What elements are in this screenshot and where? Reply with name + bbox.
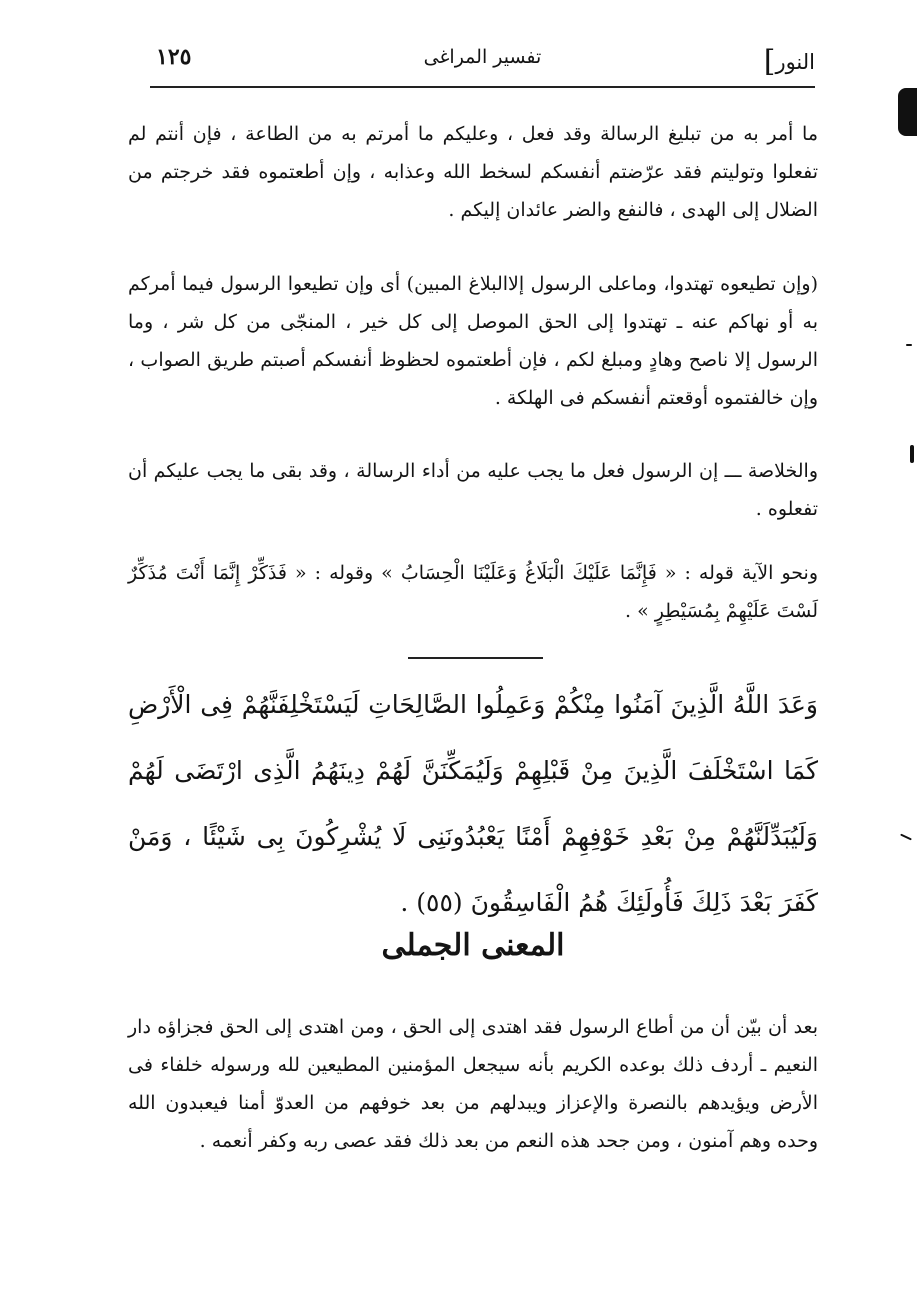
paragraph-summary [128, 452, 818, 528]
running-header [150, 40, 815, 84]
surah-label: النور [775, 50, 815, 74]
section-heading: المعنى الجملى [381, 928, 565, 963]
scan-edge-mark [910, 445, 914, 463]
verse-separator-rule [408, 657, 543, 659]
paragraph-similar-verses [128, 554, 818, 630]
paragraph-text: ونحو الآية قوله : « فَإِنَّمَا عَلَيْكَ الْبَلَاغُ وَعَلَيْنَا الْحِسَابُ » وقوله : « فَذَكِّرْ إِنَّمَا أَنْتَ مُذَكِّرٌ لَسْتَ عَلَيْهِمْ بِمُسَيْطِرٍ » . [128, 562, 818, 622]
paragraph-2 [128, 265, 818, 417]
paragraph-general-meaning [128, 1008, 818, 1160]
paragraph-text: بعد أن بيّن أن من أطاع الرسول فقد اهتدى إلى الحق ، ومن اهتدى إلى الحق فجزاؤه دار النعيم ـ أردف ذلك بوعده الكريم بأنه سيجعل المؤمنين المطيعين لله ورسوله خلفاء فى الأرض ويؤيدهم بالنصرة والإعزاز ويبدلهم من بعد خوفهم من العدوّ أمنا فيعبدون الله وحده وهم آمنون ، ومن جحد هذه النعم من بعد ذلك فقد عصى ربه وكفر أنعمه . [128, 1016, 818, 1152]
paragraph-text: والخلاصة ـــ إن الرسول فعل ما يجب عليه من أداء الرسالة ، وقد بقى ما يجب عليكم أن تفعلوه . [128, 460, 818, 520]
quran-verse: وَعَدَ اللَّهُ الَّذِينَ آمَنُوا مِنْكُمْ وَعَمِلُوا الصَّالِحَاتِ لَيَسْتَخْلِفَنَّهُمْ فِى الْأَرْضِ كَمَا اسْتَخْلَفَ الَّذِينَ مِنْ قَبْلِهِمْ وَلَيُمَكِّنَنَّ لَهُمْ دِينَهُمُ الَّذِى ارْتَضَى لَهُمْ وَلَيُبَدِّلَنَّهُمْ مِنْ بَعْدِ خَوْفِهِمْ أَمْنًا يَعْبُدُونَنِى لَا يُشْرِكُونَ بِى شَيْئًا ، وَمَنْ كَفَرَ بَعْدَ ذَلِكَ فَأُولَئِكَ هُمُ الْفَاسِقُونَ (٥٥) . [128, 690, 818, 917]
paragraph-1 [128, 115, 818, 229]
scan-edge-mark [898, 88, 917, 136]
scan-speck [906, 344, 912, 346]
header-bracket: ] [763, 44, 776, 79]
scan-speck [900, 834, 912, 841]
page-number: ١٢٥ [156, 44, 192, 70]
paragraph-text: (وإن تطيعوه تهتدوا، وماعلى الرسول إلاالبلاغ المبين) أى وإن تطيعوا الرسول فيما أمركم به أو نهاكم عنه ـ تهتدوا إلى الحق الموصل إلى كل خير ، المنجّى من كل شر ، وما الرسول إلا ناصح وهادٍ ومبلغ لكم ، فإن أطعتموه لحظوظ أنفسكم أصبتم طريق الصواب ، وإن خالفتموه أوقعتم أنفسكم فى الهلكة . [128, 273, 818, 409]
book-title: تفسير المراغى [423, 46, 542, 68]
paragraph-text: ما أمر به من تبليغ الرسالة وقد فعل ، وعليكم ما أمرتم به من الطاعة ، فإن أنتم لم تفعلوا وتوليتم فقد عرّضتم أنفسكم لسخط الله وعذابه ، وإن أطعتموه فقد خرجتم من الضلال إلى الهدى ، فالنفع والضر عائدان إليكم . [128, 123, 818, 221]
header-rule [150, 86, 815, 88]
